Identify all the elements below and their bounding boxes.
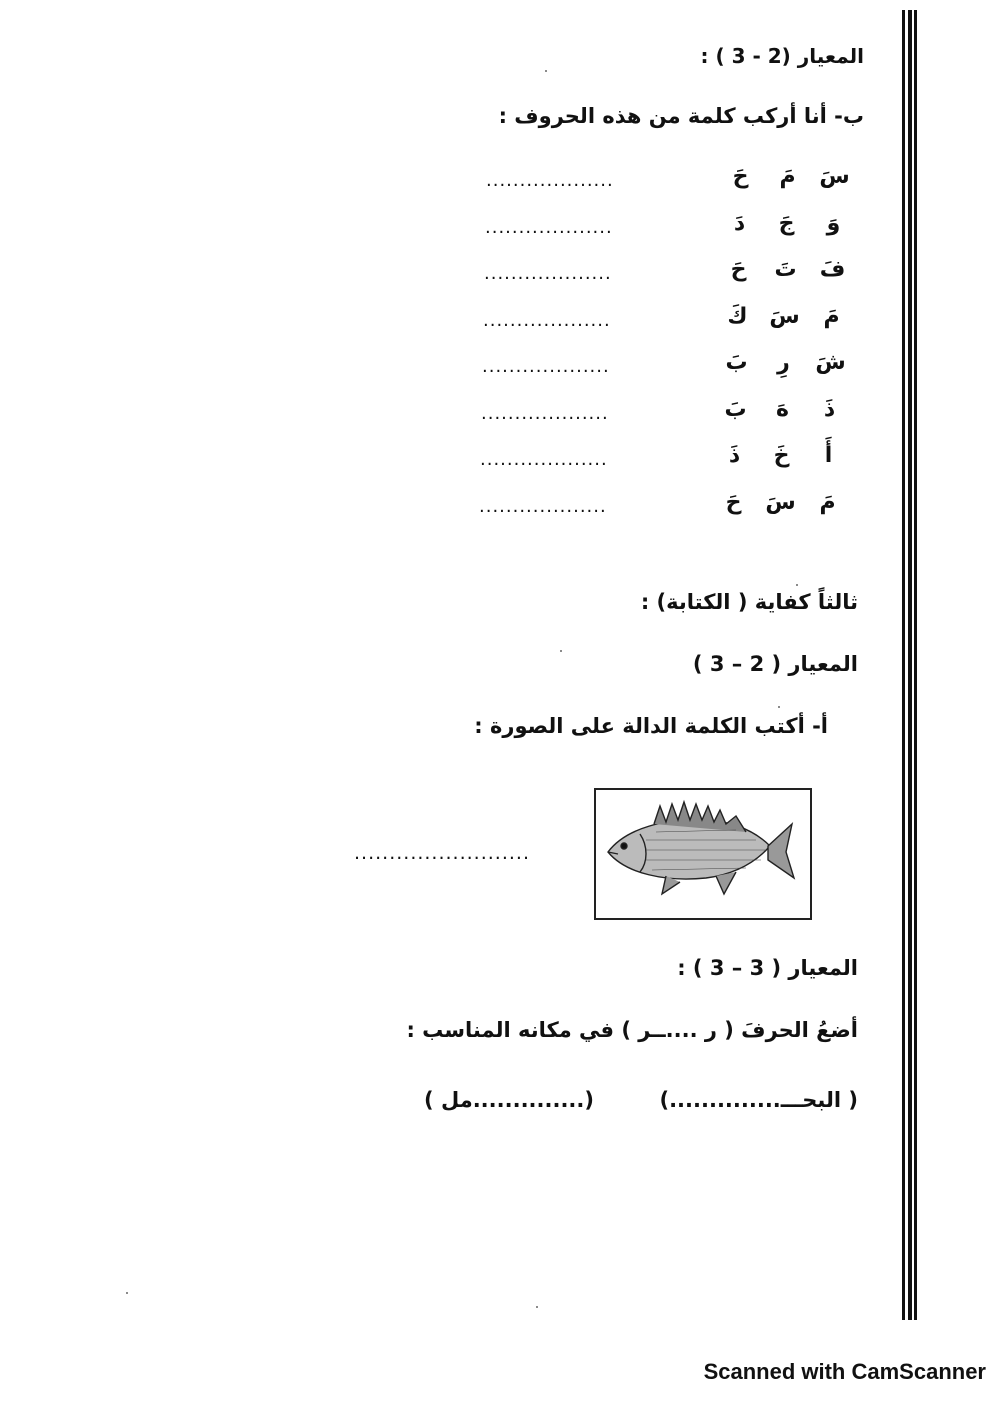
letter: مَ [823, 303, 840, 329]
answer-line[interactable]: ................... [485, 216, 613, 238]
answer-line[interactable]: ................... [484, 263, 612, 284]
task-b-instruction: ب- أنا أركب كلمة من هذه الحروف : [498, 104, 864, 128]
letter: حَ [730, 257, 747, 282]
letter: ذَ [728, 443, 741, 468]
task-a-instruction: أ- أكتب الكلمة الدالة على الصورة : [474, 714, 828, 738]
letter-group [713, 350, 854, 375]
scan-speck [560, 650, 562, 652]
letter-row [458, 257, 878, 291]
answer-line[interactable]: ................... [481, 402, 609, 424]
letter: وَ [826, 210, 841, 236]
scan-speck [545, 70, 547, 72]
scan-speck [778, 706, 780, 708]
letter: هَ [776, 396, 789, 422]
letter: مَ [779, 164, 796, 189]
fill-blank-1[interactable]: ( البحـــ..............) [659, 1088, 858, 1112]
border-line [914, 10, 917, 1320]
letter: مَ [819, 489, 836, 515]
letter-group [717, 164, 858, 189]
criterion-heading: المعيار ( 3 – 3 ) : [677, 956, 858, 980]
letter: أَ [824, 443, 833, 468]
letter: حَ [725, 489, 742, 515]
criterion-heading: المعيار ( 2 – 3 ) [692, 652, 858, 676]
scan-speck [126, 1292, 128, 1294]
criterion-heading: المعيار (2 - 3 ) : [700, 44, 864, 68]
letter: سَ [819, 164, 850, 189]
letter: شَ [815, 350, 846, 375]
letter: خَ [773, 443, 790, 468]
border-line [908, 10, 912, 1320]
letter: بَ [725, 350, 748, 375]
answer-line[interactable]: ................... [480, 449, 608, 470]
letter-row [455, 397, 875, 431]
answer-line[interactable]: ................... [482, 356, 610, 377]
letter: حَ [732, 164, 749, 189]
picture-box [594, 788, 812, 920]
scan-speck [796, 584, 798, 586]
letter: فَ [819, 257, 846, 282]
letter-row [459, 211, 879, 245]
task-place-instruction: أضعُ الحرفَ ( ر ....ــر ) في مكانه المناسب : [406, 1018, 858, 1042]
letter-row [456, 350, 876, 384]
fish-icon [596, 790, 810, 918]
letter: بَ [724, 396, 747, 422]
section-heading: ثالثاً كفاية ( الكتابة) : [640, 590, 858, 614]
answer-line[interactable]: ................... [486, 170, 614, 191]
letter: ذَ [823, 396, 836, 422]
letter-row [460, 164, 880, 198]
letter-row [453, 490, 873, 524]
letter-group [710, 490, 851, 515]
letter-row [454, 443, 874, 477]
letter-row [457, 304, 877, 338]
letter-group [712, 397, 853, 422]
letter: كَ [727, 303, 748, 329]
letter: رِ [777, 350, 790, 375]
border-line [902, 10, 905, 1320]
answer-line[interactable]: ................... [483, 309, 611, 331]
letter: دَ [733, 210, 746, 236]
letter-group [716, 211, 857, 236]
letter-group [711, 443, 852, 468]
answer-line[interactable]: ................... [479, 495, 607, 517]
letter: سَ [769, 303, 800, 329]
letter: سَ [765, 489, 796, 515]
letter: تَ [774, 257, 797, 282]
scanner-watermark: Scanned with CamScanner [703, 1359, 986, 1384]
picture-answer-line[interactable]: ......................... [354, 842, 530, 864]
letter-group [715, 257, 856, 282]
fill-blank-2[interactable]: (..............مل ) [424, 1088, 594, 1112]
letter-group [714, 304, 855, 329]
letter: جَ [778, 210, 795, 236]
scan-speck [536, 1306, 538, 1308]
